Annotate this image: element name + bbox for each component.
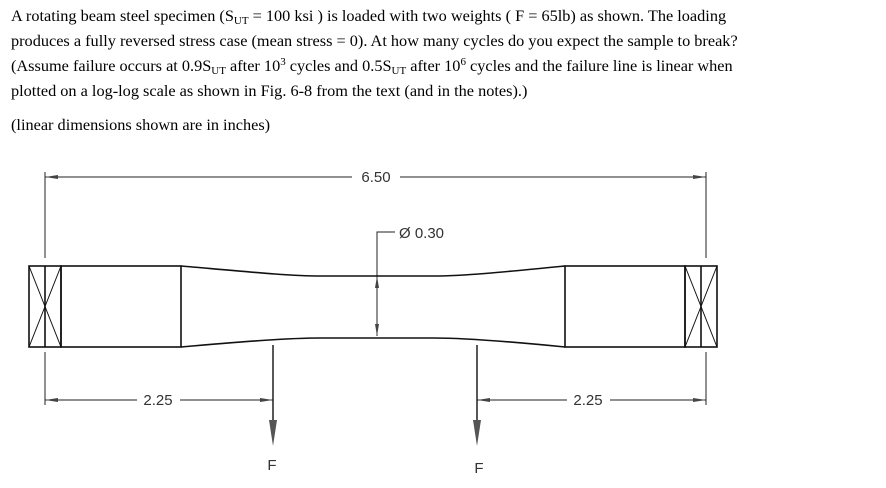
t: cycles and 0.5S bbox=[285, 56, 392, 75]
t: (Assume failure occurs at 0.9S bbox=[11, 56, 212, 75]
problem-line-2: produces a fully reversed stress case (mean stress = 0). At how many cycles do you expect the sample to break? bbox=[11, 31, 738, 50]
force-label-left: F bbox=[267, 457, 277, 474]
units-note: (linear dimensions shown are in inches) bbox=[11, 115, 271, 134]
t: 3 bbox=[280, 56, 286, 68]
t: UT bbox=[211, 65, 226, 77]
t: UT bbox=[233, 15, 249, 27]
t: after 10 bbox=[225, 56, 281, 75]
right-distance-label: 2.25 bbox=[573, 392, 603, 409]
t: cycles and the failure line is linear when bbox=[465, 56, 733, 75]
t: UT bbox=[391, 65, 407, 77]
t: = 100 ksi ) is loaded with two weights ( F = 65lb) as shown. The loading bbox=[248, 6, 727, 25]
t: 6 bbox=[460, 56, 466, 68]
overall-length-label: 6.50 bbox=[361, 169, 391, 186]
force-label-right: F bbox=[474, 460, 484, 477]
left-distance-label: 2.25 bbox=[143, 392, 173, 409]
problem-line-4: plotted on a log-log scale as shown in Fig. 6-8 from the text (and in the notes).) bbox=[11, 81, 528, 100]
specimen-outline bbox=[29, 266, 717, 347]
t: after 10 bbox=[406, 56, 461, 75]
diameter-label: Ø 0.30 bbox=[399, 225, 445, 242]
diameter-leader bbox=[377, 232, 395, 336]
t: A rotating beam steel specimen (S bbox=[11, 6, 234, 25]
